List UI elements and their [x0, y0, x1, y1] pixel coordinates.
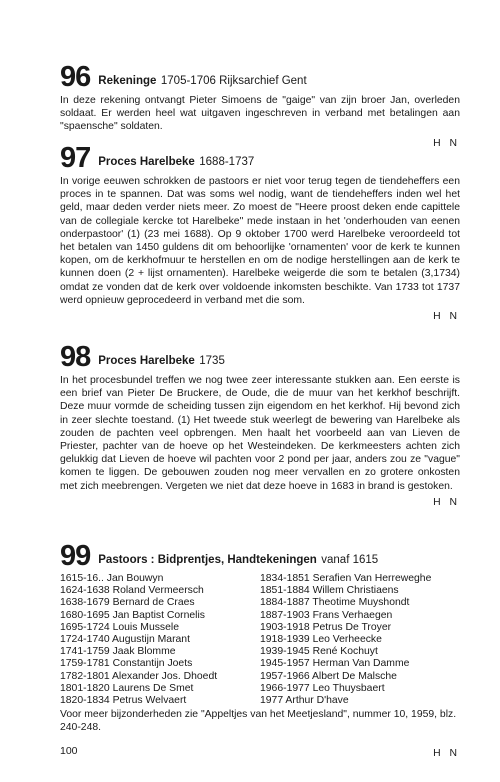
- page-number: 100: [60, 745, 78, 757]
- entry-number: 98: [60, 341, 91, 373]
- pastor-entry: 1615-16.. Jan Bouwyn: [60, 573, 164, 584]
- entry-text: In vorige eeuwen schrokken de pastoors er niet voor terug tegen de tiendeheffers een proces in te spannen. Dat was soms wel nodig, want de tiendeheffers inden wel het geld, maar deden verder niets meer. Zo moest de "Heere proost deken ende capittele van de collegiale kercke tot Harelbeke" mede instaan in het 'onderhouden van eenen onderpastoor' (1) (23 mei 1688). Op 9 oktober 1700 werd Harelbeke veroordeeld tot het betalen van 1450 guldens dit om behoorlijke 'ornamenten' voor de kerk te kunnen kopen, om de kerkhofmuur te herstellen en om de nodige herstellingen aan de kerk te kunnen doen (2 + lijst ornamenten). Harelbeke weigerde die som te betalen (3,1734) omdat ze vonden dat de kerk over voldoende inkomsten beschikte. Van 1733 tot 1737 werd opnieuw geprocedeerd in verband met die som.: [60, 176, 460, 306]
- entry-title: Proces Harelbeke: [98, 355, 195, 367]
- entry-96: [60, 63, 460, 149]
- entry-heading: [60, 63, 460, 92]
- pastor-entry: 1680-1695 Jan Baptist Cornelis: [60, 609, 205, 621]
- entry-title: Rekeninge: [98, 75, 157, 87]
- entry-number: 97: [60, 142, 91, 174]
- pastor-entry: 1834-1851 Serafien Van Herreweghe: [260, 573, 432, 584]
- pastor-list-right: [260, 573, 460, 707]
- pastor-entry: 1945-1957 Herman Van Damme: [260, 658, 410, 670]
- entry-subtitle: 1688-1737: [199, 156, 255, 168]
- pastor-entry: 1977 Arthur D'have: [260, 695, 349, 707]
- entry-text: In deze rekening ontvangt Pieter Simoens de "gaige" van zijn broer Jan, overleden soldaat. Er werden heel wat uitgaven ingeschreven in verband met betalingen aan "spaensche" soldaten.: [60, 95, 460, 133]
- entry-title: Pastoors : Bidprentjes, Handtekeningen: [98, 554, 317, 566]
- pastor-list: [60, 573, 460, 707]
- pastor-entry: 1884-1887 Theotime Muyshondt: [260, 597, 410, 609]
- pastor-entry: 1741-1759 Jaak Blomme: [60, 646, 176, 658]
- entry-subtitle: vanaf 1615: [321, 554, 379, 566]
- entry-99: [60, 542, 460, 759]
- pastor-entry: 1638-1679 Bernard de Craes: [60, 597, 195, 609]
- pastor-entry: 1820-1834 Petrus Welvaert: [60, 695, 187, 707]
- pastor-entry: 1782-1801 Alexander Jos. Dhoedt: [60, 670, 218, 682]
- pastor-entry: 1966-1977 Leo Thuysbaert: [260, 682, 385, 694]
- entry-signature: H N: [433, 137, 460, 149]
- entry-heading: [60, 542, 460, 571]
- entry-signature: H N: [433, 311, 460, 323]
- entry-footnote: Voor meer bijzonderheden zie "Appeltjes van het Meetjesland", nummer 10, 1959, blz. 240-248.: [60, 709, 457, 734]
- entry-number: 96: [60, 61, 91, 93]
- entry-heading: [60, 144, 460, 173]
- entry-text: In het procesbundel treffen we nog twee zeer interessante stukken aan. Een eerste is een brief van Pieter De Bruckere, de Oude, die de muur van het kerkhof beschrijft. Deze muur vormde de scheiding tussen zijn eigendom en het kerkhof. Hij bevond zich in zeer slechte toestand. (1) Het tweede stuk weerlegt de bewering van Harelbeke als zouden de pachten veel opbrengen. Men haalt het voorbeeld aan van Lieven de Priester, pachter van de hoeve op het Westeindeken. De kerkmeesters achten zich gelukkig dat Lieven de hoeve wil pachten voor 2 pond per jaar, anders zou ze "vague" komen te liggen. De gebouwen zouden nog meer vervallen en zo grotere onkosten met zich meebrengen. Vergeten we niet dat deze hoeve in 1683 in brand is gestoken.: [60, 375, 460, 492]
- entry-98: [60, 343, 460, 508]
- pastor-list-left: [60, 573, 260, 707]
- pastor-entry: 1957-1966 Albert De Malsche: [260, 670, 397, 682]
- entry-heading: [60, 343, 460, 372]
- entry-signature: H N: [433, 496, 460, 508]
- pastor-entry: 1724-1740 Augustijn Marant: [60, 634, 190, 646]
- pastor-entry: 1918-1939 Leo Verheecke: [260, 634, 382, 646]
- pastor-entry: 1939-1945 René Kochuyt: [260, 646, 378, 658]
- pastor-entry: 1695-1724 Louis Mussele: [60, 621, 179, 633]
- entry-number: 99: [60, 540, 91, 572]
- pastor-entry: 1851-1884 Willem Christiaens: [260, 585, 399, 597]
- pastor-entry: 1624-1638 Roland Vermeersch: [60, 585, 204, 597]
- entry-subtitle: 1735: [199, 355, 225, 367]
- entry-title: Proces Harelbeke: [98, 156, 195, 168]
- entry-subtitle: 1705-1706 Rijksarchief Gent: [160, 75, 307, 87]
- pastor-entry: 1759-1781 Constantijn Joets: [60, 658, 193, 670]
- pastor-entry: 1887-1903 Frans Verhaegen: [260, 609, 393, 621]
- pastor-entry: 1903-1918 Petrus De Troyer: [260, 621, 392, 633]
- pastor-entry: 1801-1820 Laurens De Smet: [60, 682, 194, 694]
- entry-97: [60, 144, 460, 322]
- entry-signature: H N: [433, 748, 460, 760]
